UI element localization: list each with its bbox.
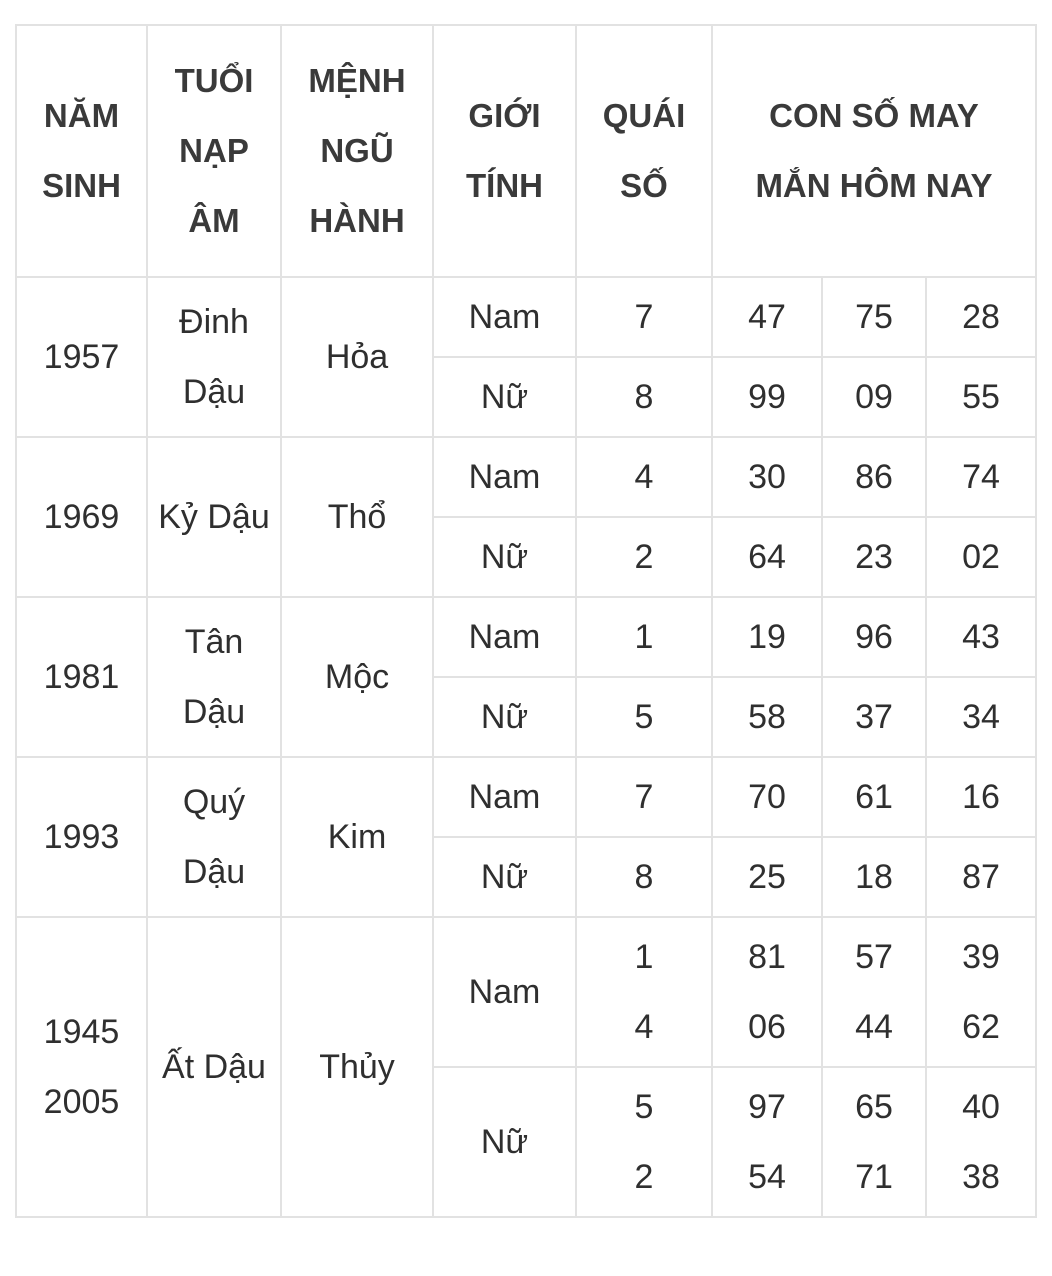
table-row (16, 757, 1036, 837)
lucky-number-cell: 23 (822, 517, 926, 597)
header-gioi-tinh: GIỚI TÍNH (433, 25, 576, 277)
lucky-number-cell: 40 38 (926, 1067, 1036, 1217)
lucky-number-cell: 37 (822, 677, 926, 757)
quai-so-cell: 8 (576, 357, 712, 437)
lucky-number-cell: 28 (926, 277, 1036, 357)
header-nam-sinh: NĂM SINH (16, 25, 147, 277)
lucky-number-cell: 99 (712, 357, 822, 437)
birth-year-cell: 1945 2005 (16, 917, 147, 1217)
lucky-number-cell: 55 (926, 357, 1036, 437)
lucky-number-cell: 34 (926, 677, 1036, 757)
lucky-number-cell: 43 (926, 597, 1036, 677)
lucky-number-cell: 61 (822, 757, 926, 837)
quai-so-cell: 1 4 (576, 917, 712, 1067)
header-menh-ngu-hanh: MỆNH NGŨ HÀNH (281, 25, 433, 277)
lucky-number-cell: 75 (822, 277, 926, 357)
menh-cell: Kim (281, 757, 433, 917)
lucky-number-cell: 09 (822, 357, 926, 437)
lucky-number-cell: 87 (926, 837, 1036, 917)
lucky-number-cell: 18 (822, 837, 926, 917)
tuoi-nap-am-cell: Kỷ Dậu (147, 437, 281, 597)
menh-cell: Thủy (281, 917, 433, 1217)
quai-so-cell: 1 (576, 597, 712, 677)
lucky-number-cell: 25 (712, 837, 822, 917)
quai-so-cell: 5 (576, 677, 712, 757)
lucky-number-cell: 86 (822, 437, 926, 517)
tuoi-nap-am-cell: Tân Dậu (147, 597, 281, 757)
quai-so-cell: 2 (576, 517, 712, 597)
quai-so-cell: 7 (576, 277, 712, 357)
lucky-number-cell: 97 54 (712, 1067, 822, 1217)
gender-cell: Nữ (433, 677, 576, 757)
gender-cell: Nam (433, 277, 576, 357)
menh-cell: Thổ (281, 437, 433, 597)
gender-cell: Nữ (433, 517, 576, 597)
gender-cell: Nam (433, 597, 576, 677)
birth-year-cell: 1957 (16, 277, 147, 437)
tuoi-nap-am-cell: Ất Dậu (147, 917, 281, 1217)
gender-cell: Nam (433, 437, 576, 517)
lucky-number-table (15, 24, 1037, 1218)
lucky-number-cell: 39 62 (926, 917, 1036, 1067)
tuoi-nap-am-cell: Đinh Dậu (147, 277, 281, 437)
tuoi-nap-am-cell: Quý Dậu (147, 757, 281, 917)
table-row (16, 917, 1036, 1067)
table-row (16, 437, 1036, 517)
quai-so-cell: 8 (576, 837, 712, 917)
lucky-number-cell: 30 (712, 437, 822, 517)
table-row (16, 277, 1036, 357)
lucky-number-cell: 02 (926, 517, 1036, 597)
lucky-number-cell: 74 (926, 437, 1036, 517)
birth-year-cell: 1981 (16, 597, 147, 757)
lucky-number-cell: 64 (712, 517, 822, 597)
quai-so-cell: 4 (576, 437, 712, 517)
birth-year-cell: 1969 (16, 437, 147, 597)
lucky-number-cell: 65 71 (822, 1067, 926, 1217)
gender-cell: Nữ (433, 357, 576, 437)
gender-cell: Nam (433, 757, 576, 837)
header-quai-so: QUÁI SỐ (576, 25, 712, 277)
lucky-number-cell: 47 (712, 277, 822, 357)
gender-cell: Nữ (433, 837, 576, 917)
lucky-number-cell: 70 (712, 757, 822, 837)
lucky-number-cell: 96 (822, 597, 926, 677)
lucky-number-cell: 57 44 (822, 917, 926, 1067)
lucky-number-cell: 81 06 (712, 917, 822, 1067)
menh-cell: Mộc (281, 597, 433, 757)
gender-cell: Nữ (433, 1067, 576, 1217)
lucky-number-cell: 16 (926, 757, 1036, 837)
quai-so-cell: 7 (576, 757, 712, 837)
quai-so-cell: 5 2 (576, 1067, 712, 1217)
header-tuoi-nap-am: TUỔI NẠP ÂM (147, 25, 281, 277)
birth-year-cell: 1993 (16, 757, 147, 917)
table-row (16, 597, 1036, 677)
menh-cell: Hỏa (281, 277, 433, 437)
lucky-number-cell: 58 (712, 677, 822, 757)
header-con-so-may-man: CON SỐ MAY MẮN HÔM NAY (712, 25, 1036, 277)
gender-cell: Nam (433, 917, 576, 1067)
lucky-number-cell: 19 (712, 597, 822, 677)
table-body (16, 277, 1036, 1217)
